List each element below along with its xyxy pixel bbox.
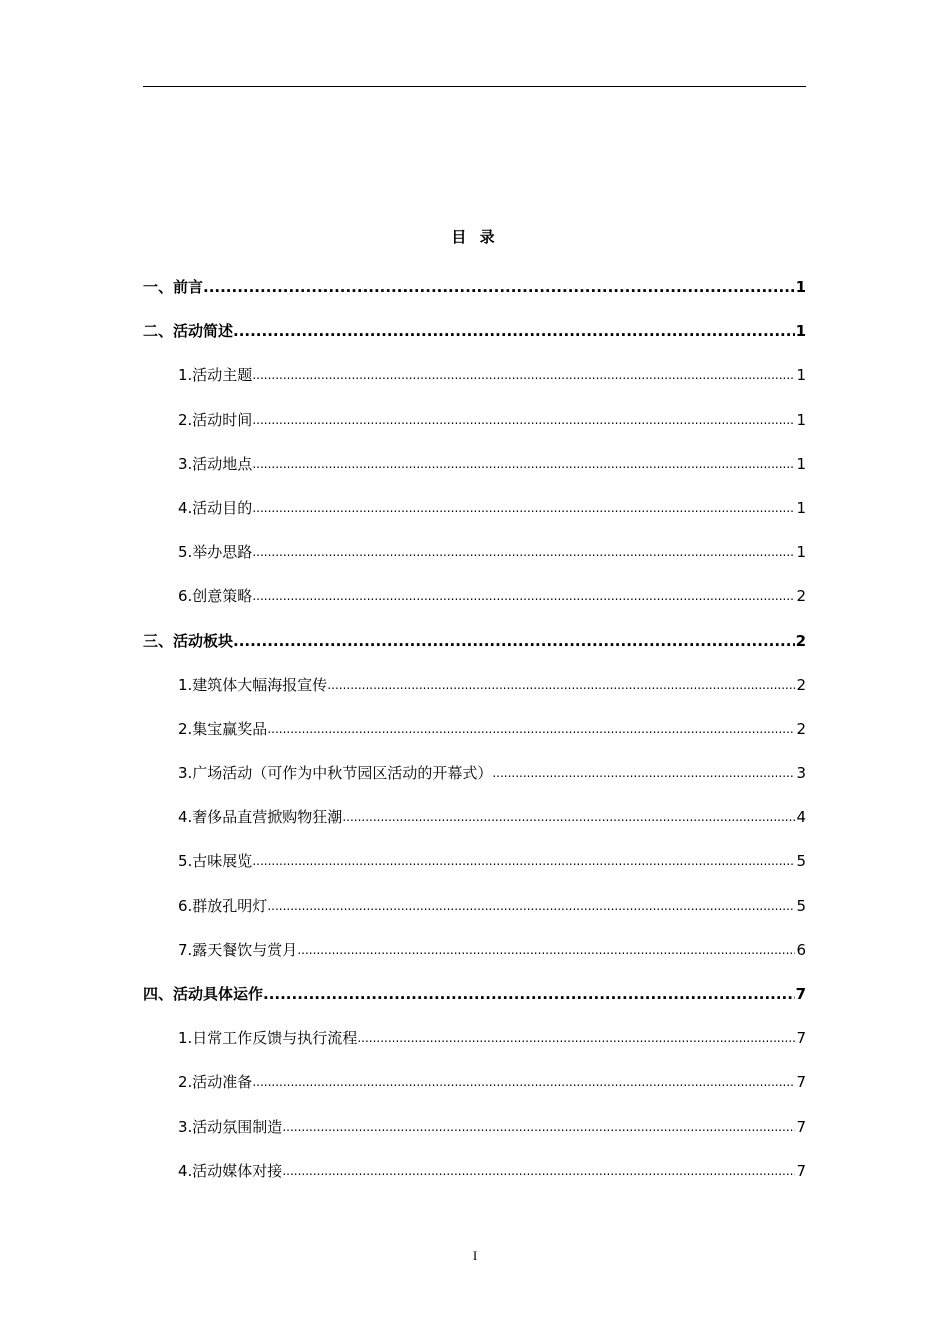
toc-entry-media[interactable] (143, 1160, 806, 1204)
toc-entry-page: 3 (796, 764, 806, 783)
toc-entry-label: 1.日常工作反馈与执行流程 (178, 1029, 358, 1048)
toc-entry-theme[interactable] (143, 364, 806, 408)
toc-entry-purpose[interactable] (143, 497, 806, 541)
toc-entry-label: 2.活动时间 (178, 410, 253, 429)
toc-entry-page: 7 (796, 1161, 806, 1180)
toc-entry-overview[interactable] (143, 320, 806, 364)
toc-entry-label: 4.活动媒体对接 (178, 1161, 283, 1180)
toc-dot-leader (267, 718, 795, 740)
toc-entry-approach[interactable] (143, 541, 806, 585)
toc-entry-page: 4 (796, 808, 806, 827)
toc-dot-leader (263, 983, 795, 1005)
toc-dot-leader (327, 674, 795, 696)
toc-entry-preface[interactable] (143, 276, 806, 320)
toc-entry-dining[interactable] (143, 939, 806, 983)
toc-entry-page: 7 (796, 1073, 806, 1092)
toc-dot-leader (342, 806, 795, 828)
toc-entry-label: 4.活动目的 (178, 498, 253, 517)
toc-dot-leader (252, 364, 795, 386)
toc-entry-preparation[interactable] (143, 1071, 806, 1115)
toc-entry-prizes[interactable] (143, 718, 806, 762)
toc-entry-workflow[interactable] (143, 1027, 806, 1071)
toc-entry-page: 5 (796, 896, 806, 915)
toc-dot-leader (203, 276, 795, 298)
toc-entry-page: 6 (796, 940, 806, 959)
toc-entry-page: 2 (796, 675, 806, 694)
toc-entry-page: 1 (796, 498, 806, 517)
toc-entry-location[interactable] (143, 453, 806, 497)
toc-entry-label: 1.建筑体大幅海报宣传 (178, 675, 328, 694)
toc-entry-label: 7.露天餐饮与赏月 (178, 940, 298, 959)
toc-entry-label: 4.奢侈品直营掀购物狂潮 (178, 808, 343, 827)
toc-entry-operations[interactable] (143, 983, 806, 1027)
toc-entry-page: 2 (795, 631, 806, 650)
toc-dot-leader (252, 497, 795, 519)
toc-entry-poster[interactable] (143, 674, 806, 718)
toc-entry-label: 四、活动具体运作 (143, 985, 264, 1003)
toc-dot-leader (252, 1071, 795, 1093)
toc-dot-leader (252, 850, 795, 872)
toc-entry-page: 1 (796, 543, 806, 562)
toc-entry-label: 6.创意策略 (178, 587, 253, 606)
toc-dot-leader (252, 409, 795, 431)
toc-dot-leader (297, 939, 795, 961)
toc-dot-leader (282, 1160, 795, 1182)
toc-dot-leader (267, 895, 795, 917)
toc-entry-sections[interactable] (143, 630, 806, 674)
toc-dot-leader (357, 1027, 795, 1049)
toc-entry-label: 5.古味展览 (178, 852, 253, 871)
toc-entry-label: 一、前言 (143, 278, 204, 296)
toc-entry-page: 5 (796, 852, 806, 871)
toc-dot-leader (492, 762, 795, 784)
toc-dot-leader (252, 453, 795, 475)
toc-entry-page: 7 (796, 1117, 806, 1136)
toc-entry-strategy[interactable] (143, 585, 806, 629)
toc-entry-page: 1 (796, 366, 806, 385)
toc-entry-page: 1 (796, 454, 806, 473)
toc-entry-exhibition[interactable] (143, 850, 806, 894)
toc-entry-page: 1 (796, 410, 806, 429)
toc-entry-page: 7 (796, 1029, 806, 1048)
toc-title: 目 录 (451, 228, 499, 246)
toc-entry-atmosphere[interactable] (143, 1116, 806, 1160)
toc-entry-page: 2 (796, 719, 806, 738)
toc-entry-lanterns[interactable] (143, 895, 806, 939)
toc-entry-label: 3.广场活动（可作为中秋节园区活动的开幕式） (178, 764, 493, 783)
toc-entry-label: 3.活动氛围制造 (178, 1117, 283, 1136)
toc-entry-page: 1 (795, 322, 806, 341)
toc-dot-leader (282, 1116, 795, 1138)
toc-entry-page: 7 (795, 985, 806, 1003)
header-rule (143, 86, 806, 87)
toc-entry-plaza[interactable] (143, 762, 806, 806)
toc-entry-label: 6.群放孔明灯 (178, 896, 268, 915)
page-number: I (472, 1248, 478, 1263)
toc-entry-label: 5.举办思路 (178, 543, 253, 562)
toc-dot-leader (233, 320, 795, 342)
toc-entry-page: 2 (796, 587, 806, 606)
toc-dot-leader (252, 541, 795, 563)
toc-entry-luxury[interactable] (143, 806, 806, 850)
toc-entry-label: 1.活动主题 (178, 366, 253, 385)
toc-entry-page: 1 (795, 278, 806, 296)
toc-dot-leader (252, 585, 795, 607)
toc-entry-label: 3.活动地点 (178, 454, 253, 473)
toc-entry-label: 2.活动准备 (178, 1073, 253, 1092)
toc-dot-leader (233, 630, 795, 652)
table-of-contents (143, 276, 806, 1204)
toc-entry-label: 2.集宝赢奖品 (178, 719, 268, 738)
toc-entry-time[interactable] (143, 409, 806, 453)
toc-entry-label: 三、活动板块 (143, 631, 234, 650)
toc-entry-label: 二、活动简述 (143, 322, 234, 341)
